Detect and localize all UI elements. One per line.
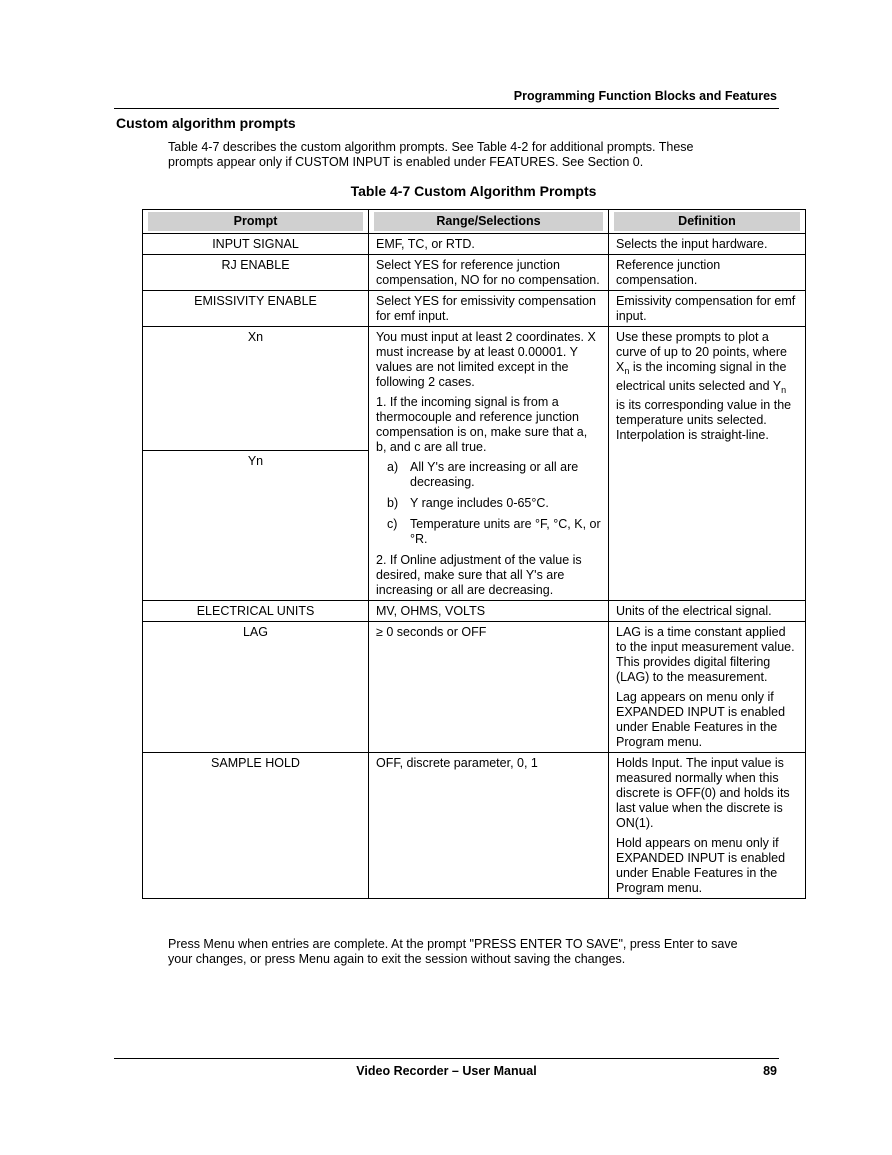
table-row [143, 601, 806, 622]
range-cell: Select YES for emissivity compensation for emf input. [369, 291, 609, 327]
table-row [143, 234, 806, 255]
definition-cell: Units of the electrical signal. [609, 601, 806, 622]
table-row [143, 327, 806, 451]
intro-line: Table 4-7 describes the custom algorithm prompts. See Table 4-2 for additional prompts. These [168, 140, 694, 154]
list-item: c) Temperature units are °F, °C, K, or °R. [387, 517, 601, 546]
range-cell: Select YES for reference junction compensation, NO for no compensation. [369, 255, 609, 291]
prompt-cell: RJ ENABLE [143, 255, 369, 291]
page-footer [114, 1058, 779, 1079]
conditions-list [376, 460, 601, 547]
prompt-cell-xn: Xn [143, 327, 369, 451]
closing-line: your changes, or press Menu again to exit the session without saving the changes. [168, 952, 626, 966]
running-title: Programming Function Blocks and Features [513, 89, 777, 103]
range-paragraph: You must input at least 2 coordinates. X must increase by at least 0.00001. Y values are not limited except in the following 2 cases. [376, 330, 596, 389]
prompt-cell: INPUT SIGNAL [143, 234, 369, 255]
definition-paragraph: Holds Input. The input value is measured normally when this discrete is OFF(0) and holds its last value when the discrete is ON(1). [616, 756, 790, 830]
definition-cell: Reference junction compensation. [609, 255, 806, 291]
table-row [143, 622, 806, 753]
prompt-cell: LAG [143, 622, 369, 753]
intro-paragraph [168, 140, 768, 170]
range-cell: EMF, TC, or RTD. [369, 234, 609, 255]
prompt-cell: EMISSIVITY ENABLE [143, 291, 369, 327]
definition-paragraph: LAG is a time constant applied to the input measurement value. This provides digital filtering (LAG) to the measurement. [616, 625, 795, 684]
range-cell: MV, OHMS, VOLTS [369, 601, 609, 622]
closing-paragraph [168, 937, 788, 967]
footer-title: Video Recorder – User Manual [356, 1064, 537, 1078]
prompt-cell-yn: Yn [143, 451, 369, 601]
prompt-cell: SAMPLE HOLD [143, 753, 369, 899]
range-paragraph: 1. If the incoming signal is from a thermocouple and reference junction compensation is on, make sure that a, b, and c are all true. [376, 395, 588, 454]
range-paragraph: 2. If Online adjustment of the value is desired, make sure that all Y's are increasing or all are decreasing. [376, 553, 582, 597]
list-item: b) Y range includes 0-65°C. [387, 496, 549, 510]
page-header [114, 86, 779, 109]
range-cell-xy [369, 327, 609, 601]
range-cell: ≥ 0 seconds or OFF [369, 622, 609, 753]
table-header-row [143, 210, 806, 234]
column-header-prompt: Prompt [143, 210, 369, 234]
page-number: 89 [763, 1064, 777, 1078]
definition-cell: Emissivity compensation for emf input. [609, 291, 806, 327]
range-cell: OFF, discrete parameter, 0, 1 [369, 753, 609, 899]
column-header-range: Range/Selections [369, 210, 609, 234]
definition-paragraph: Hold appears on menu only if EXPANDED INPUT is enabled under Enable Features in the Program menu. [616, 836, 786, 895]
definition-cell-xy: Use these prompts to plot a curve of up to 20 points, where $X_n$ is the incoming signal in the electrical units selected and $Y_n$ is its corresponding value in the temperature units selected. Interpolation is straight-line. [609, 327, 806, 601]
section-title: Custom algorithm prompts [116, 115, 296, 131]
column-header-definition: Definition [609, 210, 806, 234]
closing-line: Press Menu when entries are complete. At the prompt "PRESS ENTER TO SAVE", press Enter to save [168, 937, 738, 951]
definition-cell [609, 753, 806, 899]
definition-paragraph: Lag appears on menu only if EXPANDED INPUT is enabled under Enable Features in the Program menu. [616, 690, 786, 749]
table-row [143, 753, 806, 899]
definition-cell [609, 622, 806, 753]
definition-cell: Selects the input hardware. [609, 234, 806, 255]
table-row [143, 291, 806, 327]
table-caption: Table 4-7 Custom Algorithm Prompts [350, 183, 597, 199]
intro-line: prompts appear only if CUSTOM INPUT is enabled under FEATURES. See Section 0. [168, 155, 644, 169]
prompt-cell: ELECTRICAL UNITS [143, 601, 369, 622]
custom-algorithm-prompts-table [142, 209, 806, 899]
table-row [143, 255, 806, 291]
list-item: a) All Y's are increasing or all are decreasing. [387, 460, 579, 489]
